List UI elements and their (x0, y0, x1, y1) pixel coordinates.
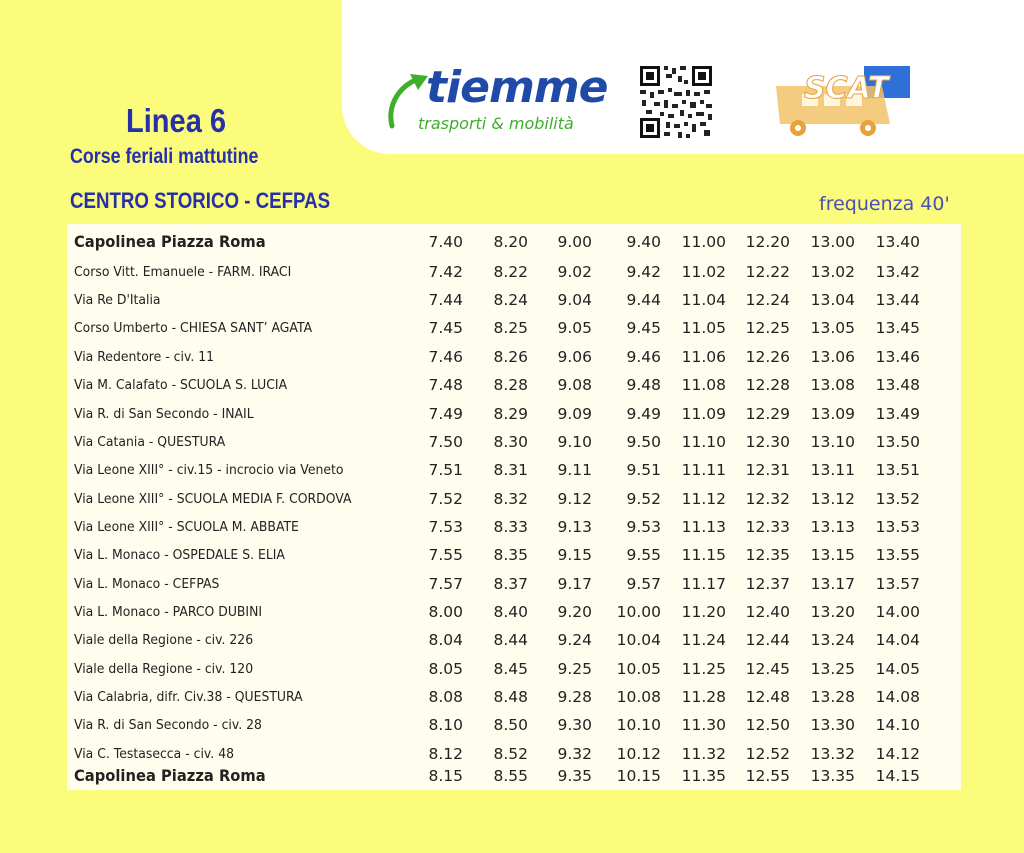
table-row (67, 286, 961, 314)
departure-time: 9.13 (557, 518, 592, 536)
departure-time: 9.12 (557, 490, 592, 508)
departure-time: 8.50 (493, 716, 528, 734)
stop-name: Via Redentore - civ. 11 (74, 349, 215, 365)
departure-time: 14.00 (875, 603, 920, 621)
departure-time: 8.08 (428, 688, 463, 706)
departure-time: 9.10 (557, 433, 592, 451)
departure-time: 7.44 (428, 291, 463, 309)
tiemme-logo-tagline: trasporti & mobilità (418, 114, 574, 133)
stop-name: Corso Vitt. Emanuele - FARM. IRACI (74, 264, 292, 280)
departure-time: 11.12 (681, 490, 726, 508)
table-row (67, 314, 961, 342)
departure-time: 9.55 (626, 546, 661, 564)
departure-time: 9.05 (557, 319, 592, 337)
departure-time: 13.50 (875, 433, 920, 451)
departure-time: 12.29 (745, 405, 790, 423)
stop-name: Via Leone XIII° - SCUOLA M. ABBATE (74, 519, 299, 535)
stop-name: Via C. Testasecca - civ. 48 (74, 746, 234, 762)
departure-time: 13.08 (810, 376, 855, 394)
tiemme-logo-word: tiemme (426, 62, 608, 113)
departure-time: 12.35 (745, 546, 790, 564)
table-row (67, 456, 961, 484)
departure-time: 13.04 (810, 291, 855, 309)
departure-time: 12.26 (745, 348, 790, 366)
departure-time: 13.00 (810, 233, 855, 251)
departure-time: 13.17 (810, 575, 855, 593)
departure-time: 8.05 (428, 660, 463, 678)
qr-code-icon (638, 64, 714, 140)
stop-name: Via L. Monaco - OSPEDALE S. ELIA (74, 547, 285, 563)
departure-time: 11.09 (681, 405, 726, 423)
departure-time: 9.42 (626, 263, 661, 281)
departure-time: 9.02 (557, 263, 592, 281)
departure-time: 10.00 (616, 603, 661, 621)
table-row (67, 371, 961, 399)
departure-time: 7.45 (428, 319, 463, 337)
departure-time: 13.24 (810, 631, 855, 649)
departure-time: 9.06 (557, 348, 592, 366)
departure-time: 9.20 (557, 603, 592, 621)
departure-time: 9.28 (557, 688, 592, 706)
departure-time: 8.35 (493, 546, 528, 564)
departure-time: 9.25 (557, 660, 592, 678)
departure-time: 9.52 (626, 490, 661, 508)
departure-time: 11.25 (681, 660, 726, 678)
departure-time: 9.35 (557, 767, 592, 785)
tiemme-logo (384, 62, 614, 146)
departure-time: 12.31 (745, 461, 790, 479)
departure-time: 13.57 (875, 575, 920, 593)
departure-time: 11.30 (681, 716, 726, 734)
table-row (67, 400, 961, 428)
departure-time: 13.28 (810, 688, 855, 706)
departure-time: 11.11 (681, 461, 726, 479)
departure-time: 9.46 (626, 348, 661, 366)
departure-time: 10.10 (616, 716, 661, 734)
departure-time: 8.45 (493, 660, 528, 678)
departure-time: 13.30 (810, 716, 855, 734)
table-row (67, 598, 961, 626)
departure-time: 8.32 (493, 490, 528, 508)
departure-time: 13.44 (875, 291, 920, 309)
departure-time: 9.17 (557, 575, 592, 593)
departure-time: 14.10 (875, 716, 920, 734)
departure-time: 8.10 (428, 716, 463, 734)
departure-time: 7.40 (428, 233, 463, 251)
departure-time: 8.55 (493, 767, 528, 785)
departure-time: 13.35 (810, 767, 855, 785)
departure-time: 12.30 (745, 433, 790, 451)
timetable-panel (67, 224, 961, 790)
departure-time: 8.20 (493, 233, 528, 251)
frequency-label: frequenza 40' (819, 193, 950, 215)
departure-time: 11.32 (681, 745, 726, 763)
stop-name: Via Leone XIII° - civ.15 - incrocio via Veneto (74, 462, 344, 478)
departure-time: 13.20 (810, 603, 855, 621)
departure-time: 13.25 (810, 660, 855, 678)
departure-time: 11.35 (681, 767, 726, 785)
scat-logo (772, 66, 912, 140)
line-title: Linea 6 (126, 102, 227, 139)
departure-time: 11.20 (681, 603, 726, 621)
stop-name: Via Catania - QUESTURA (74, 434, 226, 450)
departure-time: 10.15 (616, 767, 661, 785)
departure-time: 11.13 (681, 518, 726, 536)
departure-time: 9.09 (557, 405, 592, 423)
departure-time: 9.11 (557, 461, 592, 479)
departure-time: 13.49 (875, 405, 920, 423)
departure-time: 11.24 (681, 631, 726, 649)
departure-time: 9.45 (626, 319, 661, 337)
departure-time: 13.51 (875, 461, 920, 479)
stop-name: Viale della Regione - civ. 226 (74, 632, 254, 648)
departure-time: 12.24 (745, 291, 790, 309)
departure-time: 10.05 (616, 660, 661, 678)
departure-time: 8.26 (493, 348, 528, 366)
table-row (67, 762, 961, 790)
departure-time: 8.00 (428, 603, 463, 621)
departure-time: 8.48 (493, 688, 528, 706)
departure-time: 9.50 (626, 433, 661, 451)
departure-time: 13.09 (810, 405, 855, 423)
departure-time: 11.02 (681, 263, 726, 281)
departure-time: 12.45 (745, 660, 790, 678)
departure-time: 10.12 (616, 745, 661, 763)
departure-time: 14.15 (875, 767, 920, 785)
departure-time: 13.52 (875, 490, 920, 508)
departure-time: 9.32 (557, 745, 592, 763)
departure-time: 12.55 (745, 767, 790, 785)
stop-name: Corso Umberto - CHIESA SANT’ AGATA (74, 320, 313, 336)
departure-time: 9.53 (626, 518, 661, 536)
departure-time: 9.51 (626, 461, 661, 479)
departure-time: 13.15 (810, 546, 855, 564)
departure-time: 13.55 (875, 546, 920, 564)
stop-name: Via Re D'Italia (74, 292, 161, 308)
table-row (67, 428, 961, 456)
table-row (67, 655, 961, 683)
departure-time: 7.57 (428, 575, 463, 593)
departure-time: 12.48 (745, 688, 790, 706)
departure-time: 7.42 (428, 263, 463, 281)
departure-time: 8.12 (428, 745, 463, 763)
table-row (67, 343, 961, 371)
departure-time: 7.52 (428, 490, 463, 508)
departure-time: 13.02 (810, 263, 855, 281)
departure-time: 8.22 (493, 263, 528, 281)
departure-time: 11.00 (681, 233, 726, 251)
stop-name: Viale della Regione - civ. 120 (74, 661, 254, 677)
stop-name: Via Calabria, difr. Civ.38 - QUESTURA (74, 689, 303, 705)
departure-time: 13.48 (875, 376, 920, 394)
departure-time: 7.50 (428, 433, 463, 451)
table-row (67, 541, 961, 569)
departure-time: 14.12 (875, 745, 920, 763)
departure-time: 7.53 (428, 518, 463, 536)
departure-time: 11.04 (681, 291, 726, 309)
departure-time: 8.31 (493, 461, 528, 479)
departure-time: 8.37 (493, 575, 528, 593)
table-row (67, 513, 961, 541)
departure-time: 9.40 (626, 233, 661, 251)
departure-time: 7.46 (428, 348, 463, 366)
departure-time: 8.15 (428, 767, 463, 785)
table-row (67, 258, 961, 286)
table-row (67, 683, 961, 711)
departure-time: 12.40 (745, 603, 790, 621)
departure-time: 11.08 (681, 376, 726, 394)
stop-name: Via M. Calafato - SCUOLA S. LUCIA (74, 377, 288, 393)
departure-time: 12.44 (745, 631, 790, 649)
departure-time: 13.06 (810, 348, 855, 366)
departure-time: 12.28 (745, 376, 790, 394)
stop-name: Capolinea Piazza Roma (74, 766, 266, 785)
stop-name: Via R. di San Secondo - INAIL (74, 406, 254, 422)
departure-time: 8.28 (493, 376, 528, 394)
departure-time: 14.04 (875, 631, 920, 649)
departure-time: 14.08 (875, 688, 920, 706)
departure-time: 7.49 (428, 405, 463, 423)
departure-time: 9.30 (557, 716, 592, 734)
departure-time: 11.28 (681, 688, 726, 706)
departure-time: 7.51 (428, 461, 463, 479)
departure-time: 8.25 (493, 319, 528, 337)
departure-time: 14.05 (875, 660, 920, 678)
departure-time: 13.42 (875, 263, 920, 281)
departure-time: 11.15 (681, 546, 726, 564)
departure-time: 9.00 (557, 233, 592, 251)
departure-time: 7.48 (428, 376, 463, 394)
departure-time: 12.20 (745, 233, 790, 251)
departure-time: 9.15 (557, 546, 592, 564)
departure-time: 8.29 (493, 405, 528, 423)
departure-time: 10.04 (616, 631, 661, 649)
departure-time: 13.53 (875, 518, 920, 536)
departure-time: 13.11 (810, 461, 855, 479)
departure-time: 8.30 (493, 433, 528, 451)
departure-time: 9.24 (557, 631, 592, 649)
departure-time: 13.45 (875, 319, 920, 337)
departure-time: 8.24 (493, 291, 528, 309)
service-subtitle: Corse feriali mattutine (70, 145, 259, 168)
departure-time: 12.33 (745, 518, 790, 536)
departure-time: 9.49 (626, 405, 661, 423)
table-row (67, 711, 961, 739)
table-row (67, 570, 961, 598)
table-row (67, 626, 961, 654)
departure-time: 13.46 (875, 348, 920, 366)
stop-name: Capolinea Piazza Roma (74, 232, 266, 251)
table-row (67, 228, 961, 256)
departure-time: 12.32 (745, 490, 790, 508)
stop-name: Via L. Monaco - PARCO DUBINI (74, 604, 263, 620)
departure-time: 13.05 (810, 319, 855, 337)
departure-time: 11.05 (681, 319, 726, 337)
departure-time: 10.08 (616, 688, 661, 706)
stop-name: Via L. Monaco - CEFPAS (74, 576, 220, 592)
departure-time: 13.10 (810, 433, 855, 451)
departure-time: 9.44 (626, 291, 661, 309)
departure-time: 12.52 (745, 745, 790, 763)
departure-time: 13.32 (810, 745, 855, 763)
departure-time: 12.37 (745, 575, 790, 593)
departure-time: 9.04 (557, 291, 592, 309)
departure-time: 13.13 (810, 518, 855, 536)
route-name: CENTRO STORICO - CEFPAS (70, 188, 331, 213)
departure-time: 12.22 (745, 263, 790, 281)
scat-logo-word: SCAT (804, 71, 889, 106)
departure-time: 8.44 (493, 631, 528, 649)
departure-time: 12.25 (745, 319, 790, 337)
stop-name: Via Leone XIII° - SCUOLA MEDIA F. CORDOVA (74, 491, 352, 507)
departure-time: 9.48 (626, 376, 661, 394)
stop-name: Via R. di San Secondo - civ. 28 (74, 717, 262, 733)
departure-time: 8.33 (493, 518, 528, 536)
table-row (67, 485, 961, 513)
departure-time: 9.57 (626, 575, 661, 593)
departure-time: 12.50 (745, 716, 790, 734)
departure-time: 11.06 (681, 348, 726, 366)
departure-time: 8.04 (428, 631, 463, 649)
departure-time: 7.55 (428, 546, 463, 564)
departure-time: 13.12 (810, 490, 855, 508)
departure-time: 13.40 (875, 233, 920, 251)
departure-time: 9.08 (557, 376, 592, 394)
departure-time: 8.40 (493, 603, 528, 621)
departure-time: 8.52 (493, 745, 528, 763)
departure-time: 11.17 (681, 575, 726, 593)
departure-time: 11.10 (681, 433, 726, 451)
